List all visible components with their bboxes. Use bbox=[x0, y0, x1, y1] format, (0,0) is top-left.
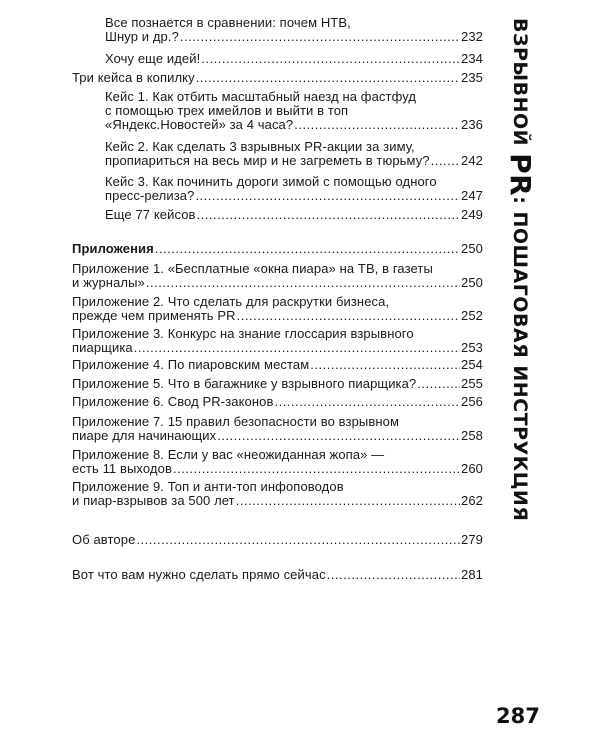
toc-entry-text: Приложение 1. «Бесплатные «окна пиара» на ТВ, в газеты bbox=[72, 261, 433, 276]
book-title-pr: PR bbox=[504, 153, 537, 197]
toc-entry-text: Приложение 9. Топ и анти-топ инфоповодов bbox=[72, 479, 344, 494]
toc-entry bbox=[72, 262, 483, 290]
leader-dots bbox=[274, 395, 460, 409]
toc-entry-text: и журналы» bbox=[72, 275, 145, 290]
book-title-prefix: ВЗРЫВНОЙ bbox=[509, 18, 531, 154]
leader-dots bbox=[236, 494, 460, 508]
toc-entry-text: и пиар-взрывов за 500 лет bbox=[72, 493, 235, 508]
toc-entry bbox=[105, 90, 483, 132]
leader-dots bbox=[134, 341, 460, 355]
toc-page-number: 235 bbox=[461, 70, 483, 85]
toc-page-number: 262 bbox=[461, 493, 483, 508]
toc-entry-text: Кейс 2. Как сделать 3 взрывных PR-акции за зиму, bbox=[105, 139, 415, 154]
toc-entry-text: Три кейса в копилку bbox=[72, 70, 195, 85]
toc-entry-text: Приложение 6. Свод PR-законов bbox=[72, 394, 274, 409]
leader-dots bbox=[217, 429, 460, 443]
toc-entry-text: Приложение 3. Конкурс на знание глоссария взрывного bbox=[72, 326, 414, 341]
toc-page-number: 249 bbox=[461, 207, 483, 222]
toc-page-number: 254 bbox=[461, 357, 483, 372]
toc-entry bbox=[105, 175, 483, 203]
toc-entry-text: Все познается в сравнении: почем НТВ, bbox=[105, 15, 351, 30]
toc-entry-text: пропиариться на весь мир и не загреметь в тюрьму? bbox=[105, 153, 430, 168]
leader-dots bbox=[146, 276, 460, 290]
toc-entry-text: Приложение 4. По пиаровским местам bbox=[72, 357, 310, 372]
leader-dots bbox=[201, 52, 460, 66]
toc-page-number: 236 bbox=[461, 117, 483, 132]
leader-dots bbox=[180, 30, 460, 44]
leader-dots bbox=[136, 533, 460, 547]
toc-entry-text: Кейс 1. Как отбить масштабный наезд на фастфуд bbox=[105, 89, 417, 104]
toc-entry bbox=[105, 140, 483, 168]
toc-entry bbox=[72, 377, 483, 391]
toc-entry bbox=[105, 208, 483, 222]
toc-entry-text: есть 11 выходов bbox=[72, 461, 172, 476]
toc-entry bbox=[72, 358, 483, 372]
toc-entry bbox=[72, 395, 483, 409]
toc-section-heading bbox=[72, 242, 483, 256]
toc-entry-text: «Яндекс.Новостей» за 4 часа? bbox=[105, 117, 294, 132]
toc-entry-text: Хочу еще идей! bbox=[105, 51, 201, 66]
leader-dots bbox=[197, 208, 460, 222]
book-title-suffix: : ПОШАГОВАЯ ИНСТРУКЦИЯ bbox=[509, 196, 531, 522]
toc-page-number: 250 bbox=[461, 275, 483, 290]
toc-entry-text: Об авторе bbox=[72, 532, 136, 547]
toc-page-number: 250 bbox=[461, 241, 483, 256]
toc-entry bbox=[72, 480, 483, 508]
toc-page-number: 255 bbox=[461, 376, 483, 391]
toc-entry bbox=[72, 71, 483, 85]
page-number: 287 bbox=[496, 704, 540, 728]
toc-page-number: 232 bbox=[461, 29, 483, 44]
toc-entry bbox=[72, 327, 483, 355]
leader-dots bbox=[155, 242, 460, 256]
toc-entry bbox=[105, 16, 483, 44]
toc-entry-text: Шнур и др.? bbox=[105, 29, 179, 44]
toc-entry-text: Приложения bbox=[72, 241, 154, 256]
toc-page-number: 258 bbox=[461, 428, 483, 443]
toc-page-number: 247 bbox=[461, 188, 483, 203]
leader-dots bbox=[173, 462, 460, 476]
toc-entry-text: пресс-релиза? bbox=[105, 188, 195, 203]
leader-dots bbox=[196, 71, 460, 85]
toc-page-number: 260 bbox=[461, 461, 483, 476]
toc-entry-text: Приложение 5. Что в багажнике у взрывного пиарщика? bbox=[72, 376, 417, 391]
toc-entry-text: Вот что вам нужно сделать прямо сейчас bbox=[72, 567, 326, 582]
toc-entry bbox=[72, 415, 483, 443]
book-title-vertical bbox=[503, 18, 537, 522]
toc-page-number: 253 bbox=[461, 340, 483, 355]
toc-page-number: 252 bbox=[461, 308, 483, 323]
toc-page-number: 234 bbox=[461, 51, 483, 66]
toc-entry bbox=[105, 52, 483, 66]
toc-page-number: 242 bbox=[461, 153, 483, 168]
toc-entry-text: Приложение 7. 15 правил безопасности во взрывном bbox=[72, 414, 399, 429]
toc-entry-text: Еще 77 кейсов bbox=[105, 207, 196, 222]
toc-entry bbox=[72, 448, 483, 476]
leader-dots bbox=[310, 358, 460, 372]
toc-page-number: 256 bbox=[461, 394, 483, 409]
toc-page-number: 281 bbox=[461, 567, 483, 582]
toc-entry-text: пиарщика bbox=[72, 340, 133, 355]
toc-entry-text: Кейс 3. Как починить дороги зимой с помощью одного bbox=[105, 174, 437, 189]
toc-entry-text: Приложение 2. Что сделать для раскрутки бизнеса, bbox=[72, 294, 390, 309]
toc-entry-text: с помощью трех имейлов и выйти в топ bbox=[105, 103, 349, 118]
toc-entry-text: Приложение 8. Если у вас «неожиданная жопа» — bbox=[72, 447, 385, 462]
toc-entry bbox=[72, 295, 483, 323]
leader-dots bbox=[294, 118, 460, 132]
toc-page-number: 279 bbox=[461, 532, 483, 547]
toc-entry bbox=[72, 568, 483, 582]
toc-entry-text: пиаре для начинающих bbox=[72, 428, 217, 443]
leader-dots bbox=[327, 568, 460, 582]
leader-dots bbox=[237, 309, 460, 323]
leader-dots bbox=[417, 377, 460, 391]
leader-dots bbox=[195, 189, 460, 203]
leader-dots bbox=[431, 154, 460, 168]
toc-entry bbox=[72, 533, 483, 547]
toc-entry-text: прежде чем применять PR bbox=[72, 308, 236, 323]
